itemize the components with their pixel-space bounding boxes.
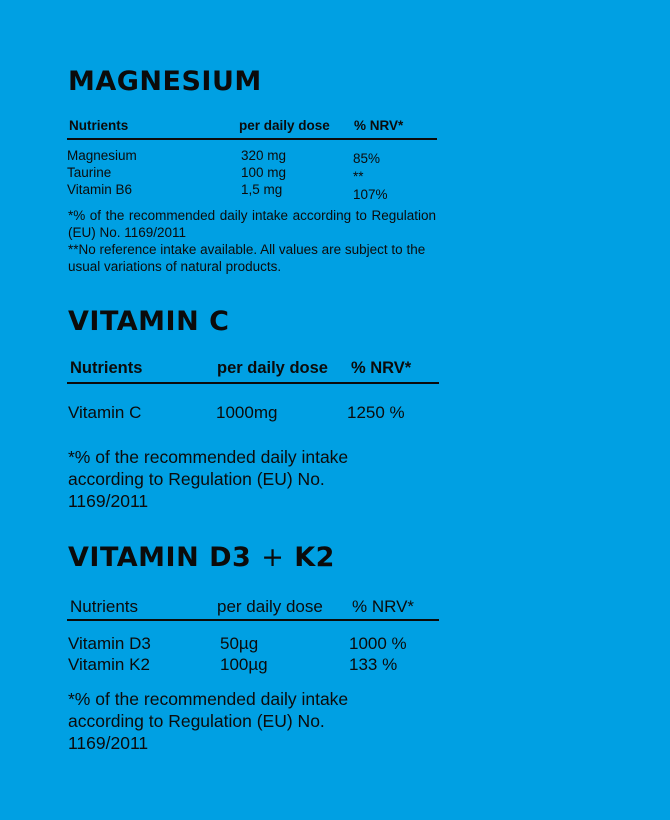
header-nrv: % NRV* <box>354 118 404 133</box>
vitamin-c-title: VITAMIN C <box>68 306 230 337</box>
table-row-dose: 1,5 mg <box>241 182 283 197</box>
table-row-nrv: 107% <box>353 187 388 202</box>
footnote-no-reference: **No reference intake available. All values are subject to the usual variations of natural products. <box>68 242 426 274</box>
header-dose: per daily dose <box>239 118 330 133</box>
table-row-nutrient: Vitamin C <box>68 403 142 422</box>
header-dose: per daily dose <box>217 597 323 616</box>
table-row-nrv: 1000 % <box>349 634 407 653</box>
table-row-dose: 100 mg <box>241 165 287 180</box>
table-row-dose: 1000mg <box>216 403 278 422</box>
footnote-nrv: *% of the recommended daily intake according to Regulation (EU) No. 1169/2011 <box>68 447 349 511</box>
table-row-nutrient: Vitamin B6 <box>67 182 133 197</box>
header-nrv: % NRV* <box>351 359 412 377</box>
table-row-nrv: 1250 % <box>347 403 405 422</box>
table-row-nutrient: Taurine <box>67 165 112 180</box>
table-row-nutrient: Vitamin K2 <box>68 655 150 674</box>
title-part-d3: VITAMIN D3 <box>68 542 252 573</box>
header-nutrients: Nutrients <box>69 118 129 133</box>
footnote-nrv: *% of the recommended daily intake according to Regulation (EU) No. 1169/2011 <box>68 208 436 240</box>
table-row-dose: 100µg <box>220 655 268 674</box>
table-row-nutrient: Vitamin D3 <box>68 634 151 653</box>
title-plus: + <box>261 542 285 573</box>
table-row-dose: 320 mg <box>241 148 287 163</box>
magnesium-title: MAGNESIUM <box>68 66 262 97</box>
header-nrv: % NRV* <box>352 597 415 616</box>
header-dose: per daily dose <box>217 359 328 377</box>
footnote-nrv: *% of the recommended daily intake according to Regulation (EU) No. 1169/2011 <box>68 689 349 753</box>
table-row-nrv: ** <box>353 169 364 184</box>
title-part-k2: K2 <box>294 542 335 573</box>
header-nutrients: Nutrients <box>70 597 139 616</box>
header-rule <box>67 138 437 140</box>
header-rule <box>67 382 439 384</box>
table-row-dose: 50µg <box>220 634 259 653</box>
table-row-nrv: 85% <box>353 151 381 166</box>
header-nutrients: Nutrients <box>70 359 143 377</box>
table-row-nutrient: Magnesium <box>67 148 137 163</box>
header-rule <box>67 619 439 621</box>
table-row-nrv: 133 % <box>349 655 398 674</box>
vitamin-d3-k2-title <box>68 544 335 571</box>
